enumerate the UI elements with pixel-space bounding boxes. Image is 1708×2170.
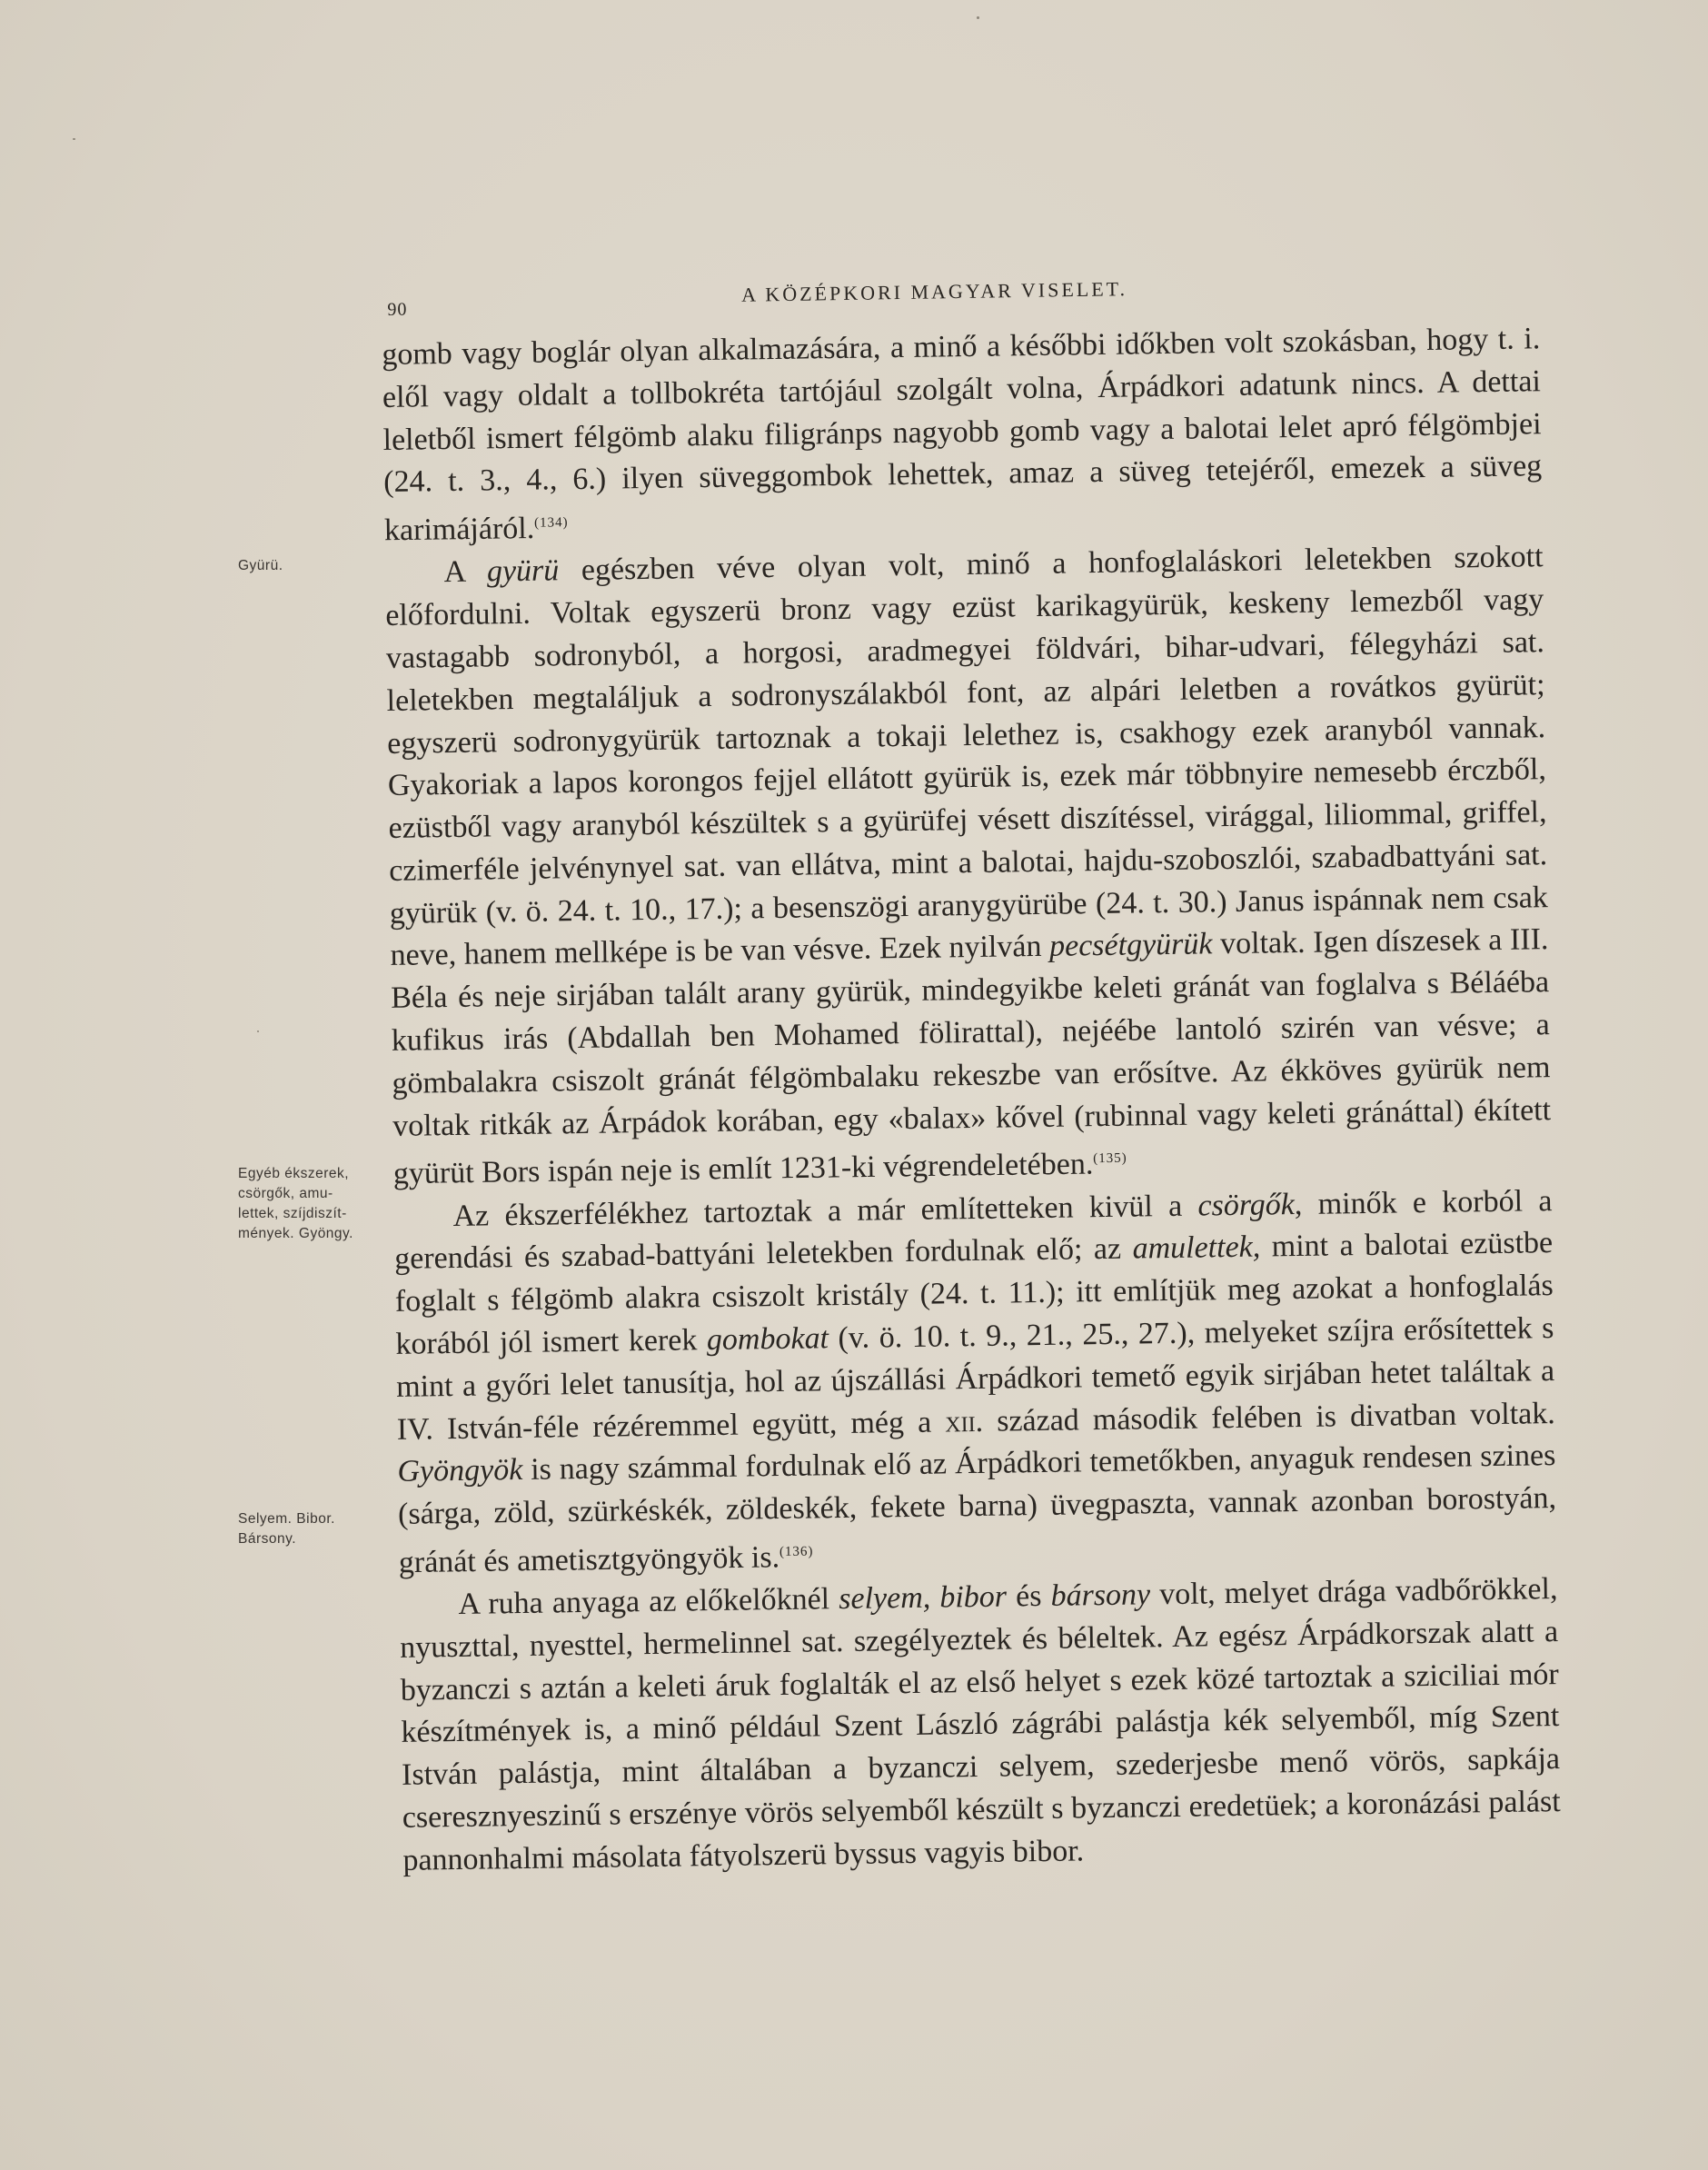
footnote-ref-136: (136) bbox=[779, 1544, 814, 1559]
emphasis-barsony: bársony bbox=[1050, 1578, 1151, 1613]
margin-note-gyuru bbox=[238, 556, 374, 576]
paper-speck bbox=[257, 1030, 259, 1032]
emphasis-csorgok: csörgők bbox=[1197, 1187, 1296, 1223]
margin-note-line: Egyéb ékszerek, bbox=[238, 1166, 350, 1181]
paragraph-text: , minők e korból a gerendási és szabad-battyáni leletekben fordulnak elő; az bbox=[393, 1183, 1553, 1277]
paragraph-text: (v. ö. 10. t. 9., 21., 25., 27.), melyeket szíjra erősítettek s mint a győri lelet tanusítja, hol az újszállási Árpádkori temető egyik sirjában hetet találtak a IV. István-féle rézéremmel együtt, még a bbox=[395, 1311, 1555, 1447]
footnote-ref-135: (135) bbox=[1093, 1151, 1127, 1167]
emphasis-pecsetgyuruk: pecsétgyürük bbox=[1048, 927, 1213, 964]
paragraph-text: gomb vagy boglár olyan alkalmazására, a minő a későbbi időkben volt szokásban, hogy t. i. elől vagy oldalt a tollbokréta tartójául szolgált volna, Árpádkori adatunk nincs. A dettai leletből ismert félgömb alaku filigránps nagyobb gomb vagy a balotai lelet apró félgömbjei (24. t. 3., 4., 6.) ilyen süveggombok lehettek, amaz a süveg tetejéről, emezek a süveg karimájáról. bbox=[382, 322, 1543, 548]
emphasis-selyem-bibor: selyem, bibor bbox=[838, 1579, 1008, 1617]
margin-note-line: lettek, szíjdiszít- bbox=[238, 1206, 347, 1221]
paragraph-text: A ruha anyaga az előkelőknél bbox=[458, 1582, 839, 1622]
margin-note-egyeb-ekszerek bbox=[238, 1164, 374, 1244]
paragraph-text: voltak. Igen díszesek a III. Béla és neje sirjában talált arany gyürük, mindegyikbe keleti gránát van foglalva s Béláéba kufikus irás (Abdallah ben Mohamed fölirattal), nejéébe lantoló szirén van vésve; a gömbalakra csiszolt gránát félgömbalaku rekeszbe van erősítve. Az ékköves gyürük nem voltak ritkák az Árpádok korában, egy «balax» kővel (rubinnal vagy keleti gránáttal) ékített gyürüt Bors ispán neje is említ 1231-ki végrendeletében. bbox=[390, 922, 1552, 1191]
paragraph-text: is nagy számmal fordulnak elő az Árpádkori temetőkben, anyaguk rendesen szines (sárga, zöld, szürkéskék, zöldeskék, fekete barna) üvegpaszta, vannak azonban borostyán, gránát és ametisztgyöngyök is. bbox=[397, 1438, 1557, 1580]
emphasis-gyuru: gyürü bbox=[486, 553, 560, 589]
paragraph-text: század második felében is divatban voltak. bbox=[982, 1396, 1555, 1438]
page-number: 90 bbox=[387, 299, 408, 320]
emphasis-gombokat: gombokat bbox=[706, 1321, 829, 1358]
paragraph-text: A bbox=[443, 554, 488, 590]
paragraph-text: volt, melyet drága vadbőrökkel, nyuszttal, nyesttel, hermelinnel sat. szegélyeztek és béleltek. Az egész Árpádkorszak alatt a byzanczi s aztán a keleti áruk foglalták el az első helyet s ezek közé tartoztak a sziciliai mór készítmények is, a minő például Szent László zágrábi palástja kék selyemből, míg Szent István palástja, mint általában a byzanczi selyem, szederjesbe menő vörös, sapkája cseresznyeszinű s erszénye vörös selyemből készült s byzanczi eredetüek; a koronázási palást pannonhalmi másolata fátyolszerü byssus vagyis bibor. bbox=[399, 1572, 1561, 1877]
body-text bbox=[382, 318, 1562, 1882]
paragraph-gyuru bbox=[384, 536, 1552, 1196]
paragraph-text: mint a balotai ezüstbe foglalt s félgömb alakra csiszolt kristály (24. t. 11.); itt említjük meg azokat a honfoglalás korából jól ismert kerek bbox=[394, 1226, 1554, 1361]
paragraph-text: egészben véve olyan volt, minő a honfoglaláskori leletekben szokott előfordulni. Voltak egyszerü bronz vagy ezüst karikagyürük, keskeny lemezből vagy vastagabb sodronyból, a horgosi, aradmegyei földvári, bihar-udvari, félegyházi sat. leletekben megtaláljuk a sodronyszálakból font, az alpári leletben a rovátkos gyürüt; egyszerü sodronygyürük tartoznak a tokaji lelethez is, csakhogy ezek aranyból vannak. Gyakoriak a lapos korongos fejjel ellátott gyürük is, ezek már többnyire nemesebb érczből, ezüstből vagy aranyból készültek s a gyürüfej vésett diszítéssel, virággal, liliommal, griffel, czimerféle jelvénynyel sat. van ellátva, mint a balotai, hajdu-szoboszlói, szabadbattyáni sat. gyürük (v. ö. 24. t. 10., 17.); a besenszögi aranygyürübe (24. t. 30.) Janus ispánnak nem csak neve, hanem mellképe is be van vésve. Ezek nyilván bbox=[385, 540, 1549, 973]
paragraph-ekszerek bbox=[393, 1180, 1557, 1585]
paragraph-text: Az ékszerfélékhez tartoztak a már említetteken kivül a bbox=[452, 1189, 1198, 1233]
paragraph-gomb bbox=[382, 318, 1543, 552]
footnote-ref-134: (134) bbox=[534, 515, 569, 531]
emphasis-gyongyok: Gyöngyök bbox=[397, 1453, 523, 1489]
paragraph-ruha-anyaga bbox=[399, 1568, 1561, 1882]
margin-note-line: Gyürü. bbox=[238, 558, 283, 573]
margin-note-line: Bársony. bbox=[238, 1531, 297, 1547]
margin-note-line: csörgők, amu- bbox=[238, 1186, 333, 1201]
paper-speck bbox=[73, 138, 75, 140]
margin-note-line: Selyem. Bibor. bbox=[238, 1511, 335, 1527]
paragraph-text: és bbox=[1006, 1578, 1051, 1614]
running-head: A KÖZÉPKORI MAGYAR VISELET. bbox=[740, 277, 1128, 306]
paper-speck bbox=[977, 16, 979, 19]
page-header bbox=[380, 271, 1547, 325]
margin-note-line: mények. Gyöngy. bbox=[238, 1226, 353, 1241]
emphasis-amulettek: amulettek, bbox=[1132, 1229, 1261, 1266]
margin-note-selyem bbox=[238, 1509, 374, 1549]
small-caps-century: xii. bbox=[945, 1404, 984, 1439]
